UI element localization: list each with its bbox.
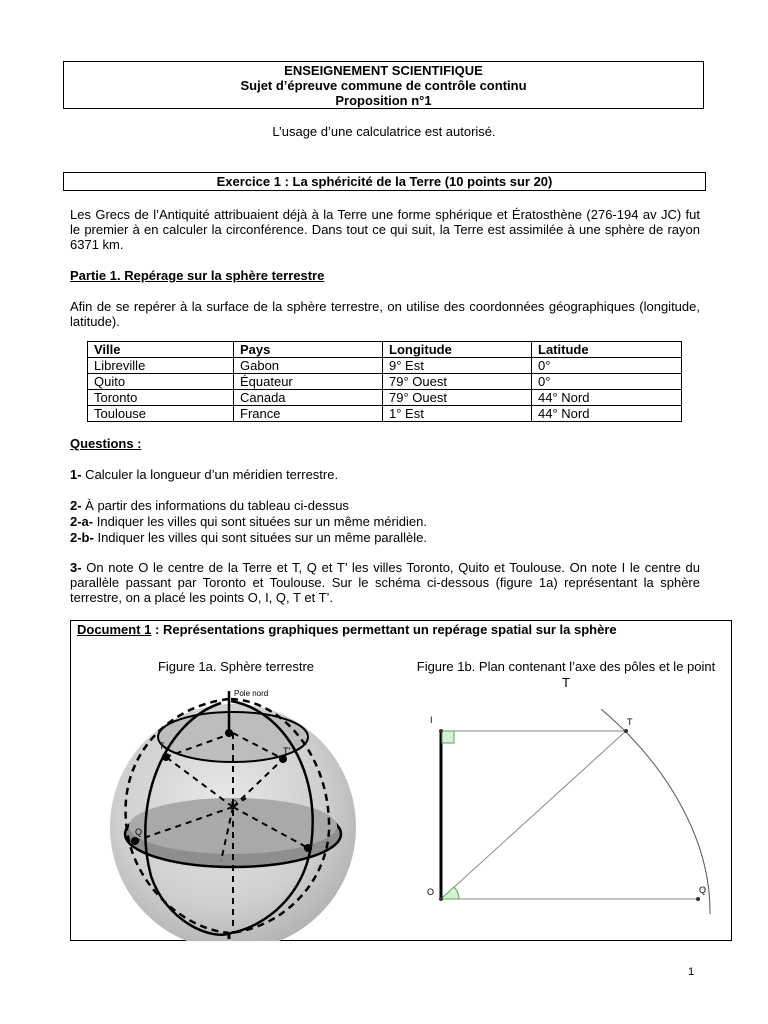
question-2b-text: Indiquer les villes qui sont situées sur un même parallèle. [93,530,427,545]
cities-table [87,341,682,422]
label-I: I [430,715,433,725]
label-O: O [231,799,238,808]
question-2 [70,498,700,513]
question-2-number: 2- [70,498,82,513]
label-Q: Q [699,885,707,895]
header-line-2: Sujet d’épreuve commune de contrôle continu [240,78,527,93]
table-cell: 0° [532,358,682,374]
table-row [88,390,682,406]
table-cell: 79° Ouest [383,374,532,390]
document-1-title [77,622,617,637]
table-cell: Canada [234,390,383,406]
header-line-3: Proposition n°1 [335,93,432,108]
question-3-text: On note O le centre de la Terre et T, Q et T’ les villes Toronto, Quito et Toulouse. On note I le centre du parallèle passant par Toronto et Toulouse. Sur le schéma ci-dessous (figure 1a) représentant la sphère terrestre, on a placé les points O, I, Q, T et T’. [70,560,700,605]
table-cell: Équateur [234,374,383,390]
question-2b [70,530,700,545]
label-pole-nord: Pole nord [234,689,269,698]
page-number: 1 [688,966,695,978]
header-box [63,61,704,109]
questions-title: Questions : [70,436,142,451]
table-cell: Toronto [88,390,234,406]
header-line-1: ENSEIGNEMENT SCIENTIFIQUE [284,63,483,78]
label-O: O [427,887,435,897]
question-2a-text: Indiquer les villes qui sont situées sur un même méridien. [93,514,427,529]
question-3-number: 3- [70,560,82,575]
table-cell: France [234,406,383,422]
table-cell: 44° Nord [532,406,682,422]
table-cell: 9° Est [383,358,532,374]
label-T: T [627,717,633,727]
exercise-title: Exercice 1 : La sphéricité de la Terre (10 points sur 20) [63,172,706,191]
table-cell: 44° Nord [532,390,682,406]
table-cell: Toulouse [88,406,234,422]
table-cell: 0° [532,374,682,390]
table-cell: Quito [88,374,234,390]
document-1-label: Document 1 [77,622,152,637]
questions-heading [70,436,700,451]
calculator-note: L’usage d’une calculatrice est autorisé. [272,124,496,139]
label-T: T [159,741,165,751]
part1-text: Afin de se repérer à la surface de la sphère terrestre, on utilise des coordonnées géographiques (longitude, latitude). [70,299,700,329]
figure-1b-caption: Figure 1b. Plan contenant l’axe des pôles et le point T [416,659,716,690]
figure-1a-sphere [71,681,401,941]
document-1-heading: : Représentations graphiques permettant un repérage spatial sur la sphère [151,622,617,637]
table-header-latitude: Latitude [532,342,682,358]
table-cell: 1° Est [383,406,532,422]
question-2a [70,514,700,529]
part1-title-text: Partie 1. Repérage sur la sphère terrestre [70,268,325,283]
document-1-box [70,620,732,941]
question-2-text: À partir des informations du tableau ci-dessus [81,498,349,513]
table-header-ville: Ville [88,342,234,358]
table-header-pays: Pays [234,342,383,358]
table-cell: Libreville [88,358,234,374]
intro-paragraph: Les Grecs de l’Antiquité attribuaient déjà à la Terre une forme sphérique et Ératosthène (276-194 av JC) fut le premier à en calculer la circonférence. Dans tout ce qui suit, la Terre est assimilée à une sphère de rayon 6371 km. [70,207,700,252]
question-2b-number: 2-b- [70,530,94,545]
figure-1b-plane [421,709,721,914]
question-1-text: Calculer la longueur d’un méridien terrestre. [81,467,339,482]
table-header-row [88,342,682,358]
label-Q: Q [135,827,143,837]
table-row [88,374,682,390]
question-1 [70,467,700,482]
part1-title [70,268,700,283]
question-1-number: 1- [70,467,82,482]
figure-1a-caption: Figure 1a. Sphère terrestre [157,659,315,674]
table-row [88,358,682,374]
question-2a-number: 2-a- [70,514,94,529]
table-cell: Gabon [234,358,383,374]
question-3 [70,560,700,605]
label-Tprime: T' [283,746,291,756]
table-row [88,406,682,422]
table-cell: 79° Ouest [383,390,532,406]
table-header-longitude: Longitude [383,342,532,358]
